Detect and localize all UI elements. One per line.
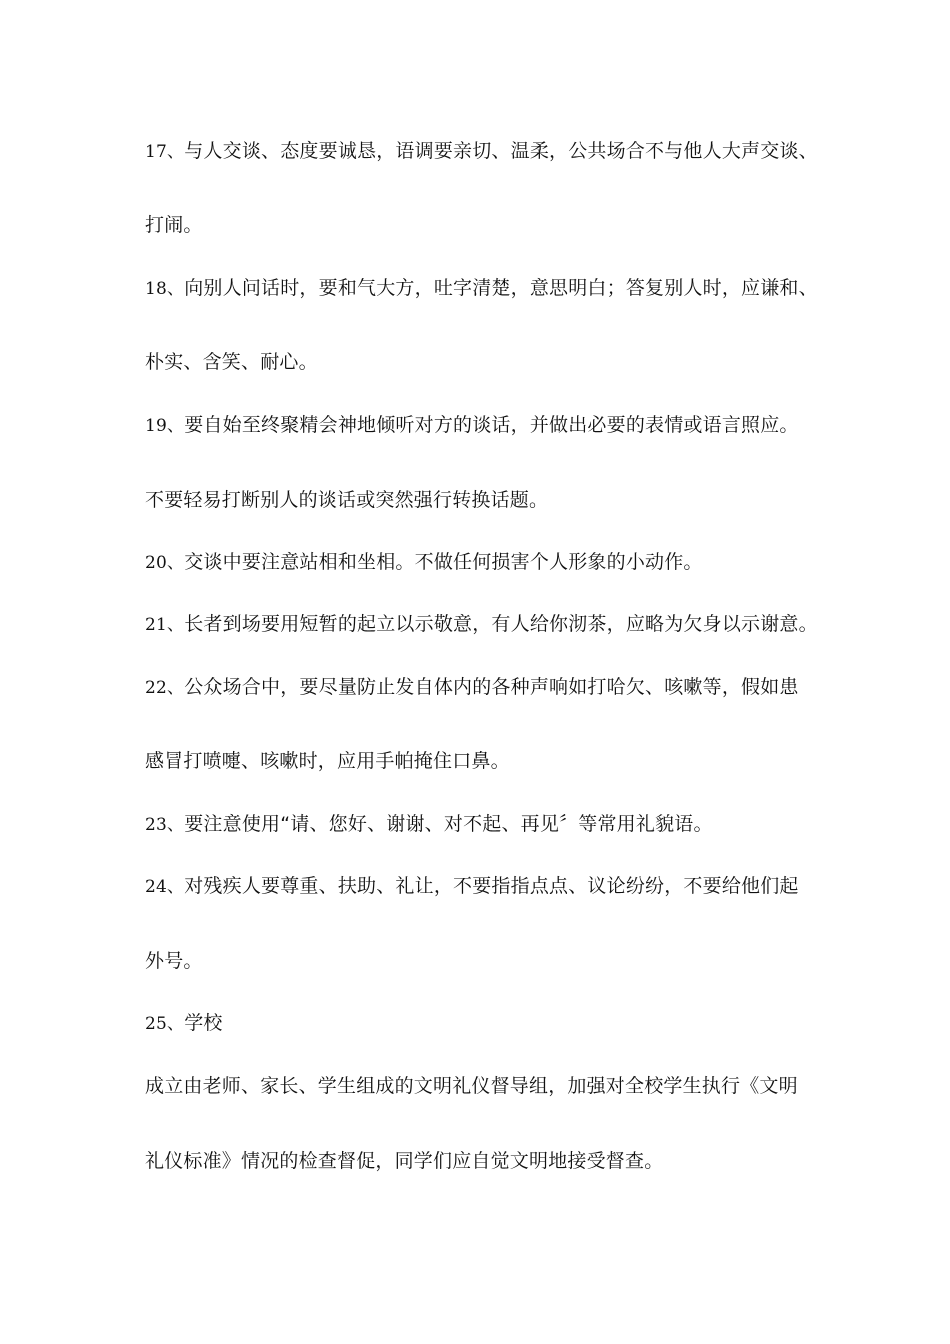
item-18-line-1 xyxy=(145,275,825,302)
item-20-number: 20、 xyxy=(145,553,185,573)
item-21-number: 21、 xyxy=(145,615,185,635)
item-25-number: 25、 xyxy=(145,1014,185,1034)
item-22-number: 22、 xyxy=(145,678,185,698)
item-17-line-2: 打闹。 xyxy=(145,214,203,236)
item-19-line-2: 不要轻易打断别人的谈话或突然强行转换话题。 xyxy=(145,489,549,511)
item-18-line-2: 朴实、含笑、耐心。 xyxy=(145,351,318,373)
item-24-text: 对残疾人要尊重、扶助、礼让，不要指指点点、议论纷纷，不要给他们起 xyxy=(184,875,799,897)
item-22-line-1 xyxy=(145,674,825,701)
item-25-line-1 xyxy=(145,1010,825,1037)
item-18-text: 向别人问话时，要和气大方，吐字清楚，意思明白；答复别人时，应谦和、 xyxy=(184,277,818,299)
item-23-number: 23、 xyxy=(145,815,185,835)
item-17-number: 17、 xyxy=(145,142,185,162)
item-23-line-1 xyxy=(145,811,825,838)
item-17-text: 与人交谈、态度要诚恳，语调要亲切、温柔，公共场合不与他人大声交谈、 xyxy=(184,140,818,162)
item-24-number: 24、 xyxy=(145,877,185,897)
item-22-text: 公众场合中，要尽量防止发自体内的各种声响如打哈欠、咳嗽等，假如患 xyxy=(184,676,799,698)
item-25-text: 学校 xyxy=(184,1012,223,1034)
item-25-line-3: 礼仪标准》情况的检查督促，同学们应自觉文明地接受督查。 xyxy=(145,1150,664,1172)
item-25-line-2: 成立由老师、家长、学生组成的文明礼仪督导组，加强对全校学生执行《文明 xyxy=(145,1075,798,1097)
item-21-line-1 xyxy=(145,611,825,638)
item-19-line-1 xyxy=(145,412,825,439)
item-22-line-2: 感冒打喷嚏、咳嗽时，应用手帕掩住口鼻。 xyxy=(145,750,510,772)
item-20-text: 交谈中要注意站相和坐相。不做任何损害个人形象的小动作。 xyxy=(184,551,703,573)
item-19-text: 要自始至终聚精会神地倾听对方的谈话，并做出必要的表情或语言照应。 xyxy=(184,414,799,436)
item-23-text: 要注意使用“请、您好、谢谢、对不起、再见〞等常用礼貌语。 xyxy=(184,813,713,835)
item-24-line-2: 外号。 xyxy=(145,950,203,972)
item-17-line-1 xyxy=(145,138,825,165)
item-19-number: 19、 xyxy=(145,416,185,436)
item-21-text: 长者到场要用短暂的起立以示敬意，有人给你沏茶，应略为欠身以示谢意。 xyxy=(184,613,818,635)
item-18-number: 18、 xyxy=(145,279,185,299)
item-20-line-1 xyxy=(145,549,825,576)
item-24-line-1 xyxy=(145,873,825,900)
